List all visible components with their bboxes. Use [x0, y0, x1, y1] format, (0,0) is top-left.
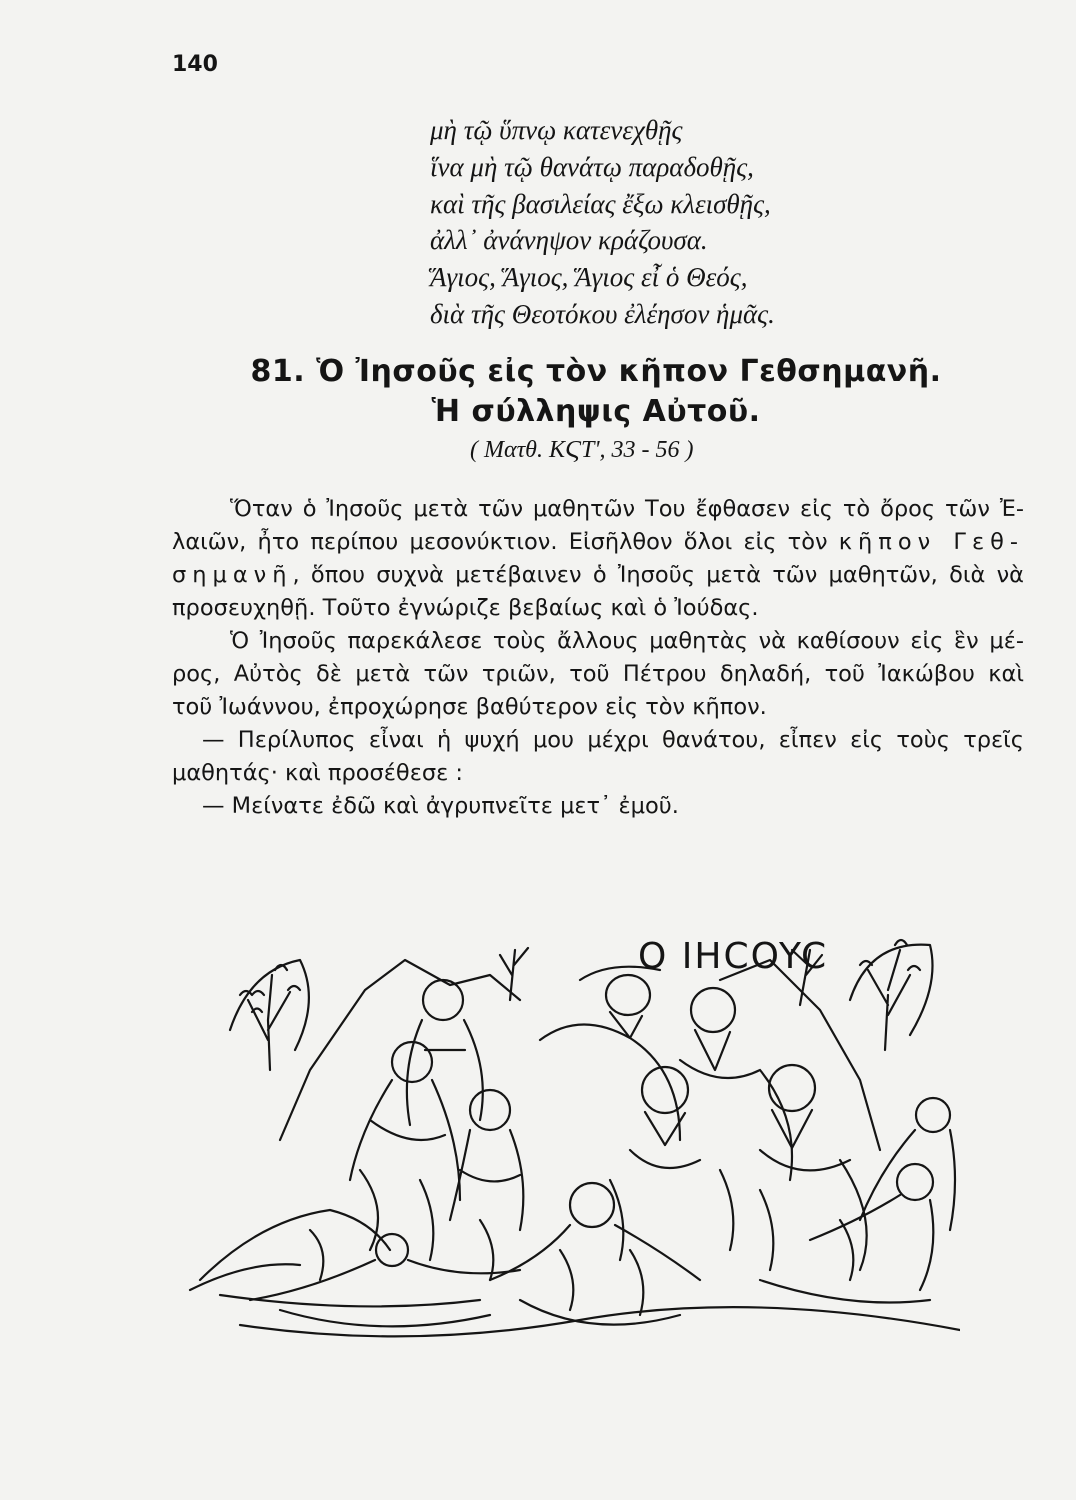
apostle-figure — [250, 1234, 520, 1326]
body-line-part: λαιῶν, ἦτο περίπου μεσονύκτιον. Εἰσῆλθον ὅλοι εἰς τὸν — [172, 529, 839, 555]
body-line: — Περίλυπος εἶναι ἡ ψυχή μου μέχρι θανάτου, εἶπεν εἰς τοὺς τρεῖς — [202, 727, 1024, 753]
body-line: Ὅταν ὁ Ἰησοῦς μετὰ τῶν μαθητῶν Του ἔφθασεν εἰς τὸ ὄρος τῶν Ἐ- — [230, 496, 1024, 522]
poem-line: μὴ τῷ ὕπνῳ κατενεχθῇς — [430, 115, 683, 145]
body-line: τοῦ Ἰωάννου, ἐπροχώρησε βαθύτερον εἰς τὸν κῆπον. — [172, 694, 767, 720]
apostle-figure — [490, 1183, 700, 1325]
scripture-reference: ( Ματθ. ΚϚΤ', 33 - 56 ) — [470, 437, 694, 463]
apostle-figure — [450, 1090, 523, 1230]
body-line-part: , ὅπου συχνὰ μετέβαινεν ὁ Ἰησοῦς μετὰ τῶν μαθητῶν, διὰ νὰ — [292, 562, 1024, 588]
spaced-word: κῆπον Γεθ- — [838, 529, 1024, 555]
body-line — [172, 559, 1024, 592]
chapter-subtitle: Ἡ σύλληψις Αὐτοῦ. — [431, 394, 761, 429]
poem-line: καὶ τῆς βασιλείας ἔξω κλεισθῇς, — [430, 188, 771, 219]
ground-line — [220, 1295, 480, 1306]
ground-line — [240, 1307, 960, 1336]
apostle-figure — [540, 967, 680, 1140]
gethsemane-illustration — [160, 920, 960, 1400]
apostle-figure — [190, 1210, 390, 1290]
body-line: προσευχηθῇ. Τοῦτο ἐγνώριζε βεβαίως καὶ ὁ Ἰούδας. — [172, 595, 759, 621]
body-line: — Μείνατε ἐδῶ καὶ ἀγρυπνεῖτε μετ᾽ ἐμοῦ. — [202, 793, 679, 819]
poem-line: ἀλλ᾽ ἀνάνηψον κράζουσα. — [430, 225, 708, 256]
drapery-fold — [360, 1170, 773, 1315]
body-line: Ὁ Ἰησοῦς παρεκάλεσε τοὺς ἄλλους μαθητὰς νὰ καθίσουν εἰς ἓν μέ- — [230, 628, 1024, 654]
page-number: 140 — [172, 52, 218, 77]
chapter-title: 81. Ὁ Ἰησοῦς εἰς τὸν κῆπον Γεθσημανῆ. — [250, 354, 942, 389]
olive-branch — [500, 948, 528, 1000]
olive-tree-right — [850, 940, 933, 1050]
hill-outline — [280, 960, 520, 1140]
chapter-heading — [170, 352, 1022, 432]
poem-line: ἵνα μὴ τῷ θανάτῳ παραδοθῇς, — [430, 151, 754, 182]
body-line: ρος, Αὐτὸς δὲ μετὰ τῶν τριῶν, τοῦ Πέτρου δηλαδή, τοῦ Ἰακώβου καὶ — [172, 661, 1024, 687]
body-line — [172, 526, 1024, 559]
olive-tree-left — [230, 960, 309, 1070]
poem-line: Ἅγιος, Ἅγιος, Ἅγιος εἶ ὁ Θεός, — [430, 262, 748, 293]
hymn-verse — [430, 112, 775, 333]
illustration-caption: Ο ΙΗCOYC — [638, 936, 829, 977]
poem-line: διὰ τῆς Θεοτόκου ἐλέησον ἡμᾶς. — [430, 298, 775, 329]
body-line: μαθητάς· καὶ προσέθεσε : — [172, 760, 464, 786]
hill-outline — [720, 960, 880, 1150]
apostle-figure — [350, 1042, 460, 1200]
spaced-word: σημανῆ — [172, 562, 293, 588]
body-text — [172, 493, 1024, 823]
apostle-figure — [680, 988, 792, 1180]
